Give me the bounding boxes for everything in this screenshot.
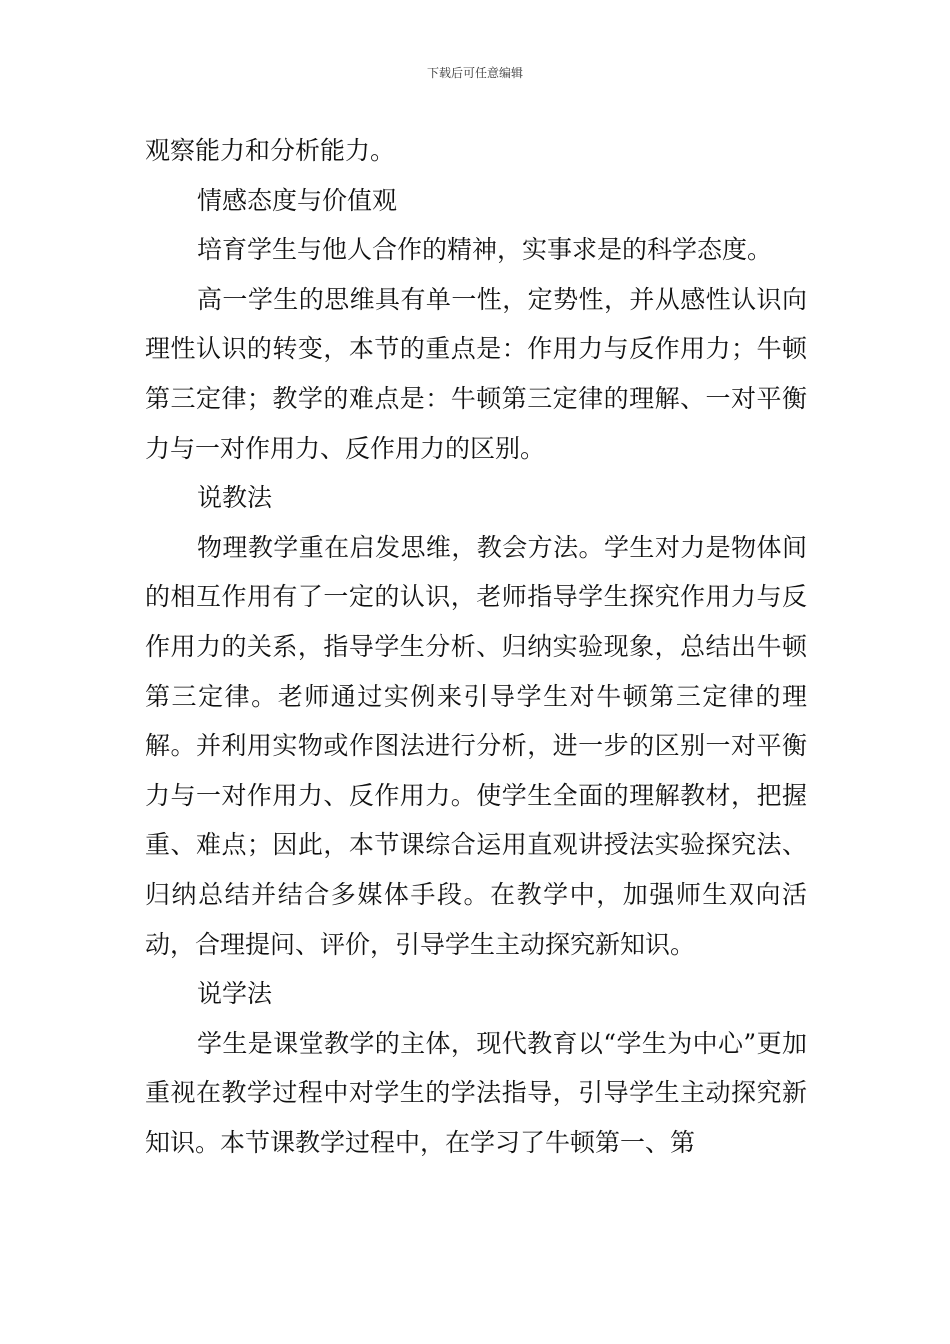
page-header: 下载后可任意编辑	[426, 66, 523, 80]
paragraph: 学生是课堂教学的主体，现代教育以“学生为中心”更加重视在教学过程中对学生的学法指导，引导学生主动探究新知识。本节课教学过程中，在学习了牛顿第一、第	[145, 1028, 807, 1157]
document-body	[145, 126, 807, 1167]
paragraph: 说教法	[197, 483, 273, 513]
paragraph: 高一学生的思维具有单一性，定势性，并从感性认识向理性认识的转变，本节的重点是：作用力与反作用力；牛顿第三定律；教学的难点是：牛顿第三定律的理解、一对平衡力与一对作用力、反作用力的区别。	[145, 284, 807, 463]
paragraph: 观察能力和分析能力。	[145, 136, 396, 165]
paragraph: 物理教学重在启发思维，教会方法。学生对力是物体间的相互作用有了一定的认识，老师指导学生探究作用力与反作用力的关系，指导学生分析、归纳实验现象，总结出牛顿第三定律。老师通过实例来引导学生对牛顿第三定律的理解。并利用实物或作图法进行分析，进一步的区别一对平衡力与一对作用力、反作用力。使学生全面的理解教材，把握重、难点；因此，本节课综合运用直观讲授法实验探究法、归纳总结并结合多媒体手段。在教学中，加强师生双向活动，合理提问、评价，引导学生主动探究新知识。	[145, 532, 807, 959]
paragraph: 情感态度与价值观	[197, 185, 398, 215]
paragraph: 说学法	[197, 979, 273, 1009]
paragraph: 培育学生与他人合作的精神，实事求是的科学态度。	[197, 235, 773, 265]
